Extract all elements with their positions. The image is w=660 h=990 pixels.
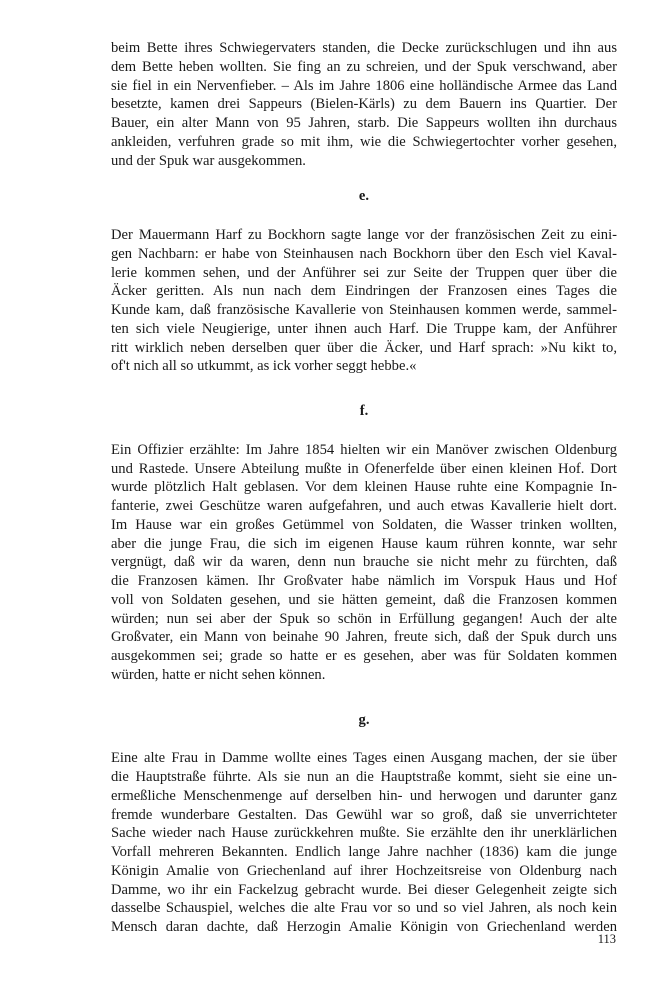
- text-line: Eine alte Frau in Damme wollte eines Tages einen Ausgang machen, der sie über: [111, 750, 617, 767]
- text-line: und Rastede. Unsere Abteilung mußte in Ofenerfelde über einen kleinen Hof. Dort: [111, 460, 617, 477]
- text-line: beim Bette ihres Schwiegervaters standen, die Decke zurückschlugen und ihn aus: [111, 40, 617, 56]
- text-line: vergnügt, daß wir da waren, denn nun brauche sie nicht mehr zu fürchten, daß: [111, 554, 617, 571]
- text-line: dem Bette heben wollten. Sie fing an zu schreien, und der Spuk verschwand, aber: [111, 58, 617, 75]
- page-body: [111, 39, 617, 937]
- text-line: Königin Amalie von Griechenland auf ihrer Hochzeitsreise von Oldenburg nach: [111, 862, 617, 879]
- section-heading-e: e.: [358, 188, 370, 205]
- text-line: fanterie, zwei Geschütze waren aufgefahren, und auch etwas Kavallerie hielt dort.: [111, 498, 617, 514]
- text-line: of't nich all so utkummt, as ick vorher seggt hebbe.«: [111, 358, 417, 375]
- text-line: ritt wirklich neben derselben quer über die Äcker, und Harf sprach: »Nu kikt to,: [111, 339, 617, 356]
- text-line: ankleiden, verfuhren grade so mit ihm, wie die Schwiegertochter vorher gesehen,: [111, 133, 617, 150]
- page-number: 113: [597, 932, 616, 946]
- section-heading-g: g.: [358, 711, 370, 728]
- text-line: voll von Soldaten gesehen, und sie hätten gemeint, daß die Franzosen kommen: [111, 591, 617, 608]
- text-line: Vorfall mehreren Bekannten. Endlich lange Jahre nachher (1836) kam die junge: [111, 844, 617, 860]
- text-line: Äcker geritten. Als nun nach dem Eindringen der Franzosen eines Tages die: [111, 283, 617, 300]
- text-line: Der Mauermann Harf zu Bockhorn sagte lange vor der französischen Zeit zu eini-: [111, 227, 617, 243]
- text-line: würden; nun sei aber der Spuk so schön in Erfüllung gegangen! Auch der alte: [111, 610, 617, 627]
- text-line: fremde wunderbare Gestalten. Das Gewühl war so groß, daß sie unverrichteter: [111, 806, 617, 823]
- section-g-paragraph: [111, 749, 617, 937]
- text-line: wurde plötzlich Halt geblasen. Vor dem kleinen Hause ruhte eine Kompagnie In-: [111, 479, 617, 496]
- text-line: aber die junge Frau, die sich im eigenen Hause kaum rühren konnte, war sehr: [111, 535, 617, 552]
- text-line: lerie kommen sehen, und der Anführer sei zur Seite der Truppen quer über die: [111, 264, 617, 281]
- text-line: ermeßliche Menschenmenge auf derselben hin- und herwogen und darunter ganz: [111, 787, 617, 804]
- text-line: Großvater, ein Mann von beinahe 90 Jahren, freute sich, daß der Spuk durch uns: [111, 629, 617, 646]
- section-f-paragraph: [111, 441, 617, 685]
- text-line: die Franzosen kämen. Ihr Großvater habe nämlich im Vorspuk Haus und Hof: [111, 573, 617, 589]
- text-line: gen Nachbarn: er habe von Steinhausen nach Bockhorn über den Esch viel Kaval-: [111, 245, 617, 262]
- text-line: besetzte, kamen drei Sappeurs (Bielen-Kärls) zu dem Bauern ins Quartier. Der: [111, 96, 617, 113]
- section-heading-f: f.: [359, 403, 369, 419]
- text-line: ten sich viele Neugierige, unter ihnen auch Harf. Die Truppe kam, der Anführer: [111, 320, 617, 337]
- text-line: Sache wieder nach Hause zurückkehren mußte. Sie erzählte den ihr unerklärlichen: [111, 825, 617, 842]
- text-line: Ein Offizier erzählte: Im Jahre 1854 hielten wir ein Manöver zwischen Oldenburg: [111, 441, 617, 458]
- text-line: die Hauptstraße führte. Als sie nun an die Hauptstraße kommt, sieht sie eine un-: [111, 769, 617, 785]
- text-line: ausgekommen sei; grade so hatte er es gesehen, aber was für Soldaten kommen: [111, 648, 617, 664]
- section-e-paragraph: [111, 226, 617, 376]
- text-line: Im Hause war ein großes Getümmel von Soldaten, die Wasser trinken wollten,: [111, 516, 617, 533]
- text-line: Kunde kam, daß französische Kavallerie von Steinhausen kommen werde, sammel-: [111, 302, 617, 318]
- text-line: Mensch daran dachte, daß Herzogin Amalie Königin von Griechenland werden: [111, 919, 617, 935]
- text-line: Damme, wo ihr ein Fackelzug gebracht wurde. Bei dieser Gelegenheit zeigte sich: [111, 881, 617, 898]
- intro-paragraph: [111, 39, 617, 170]
- text-line: dasselbe Schauspiel, welches die alte Frau vor so und so viel Jahren, als noch kein: [111, 900, 617, 917]
- text-line: würden, hatte er nicht sehen können.: [111, 666, 326, 683]
- text-line: sie fiel in ein Nervenfieber. – Als im Jahre 1806 eine holländische Armee das Land: [111, 77, 617, 94]
- text-line: Bauer, ein alter Mann von 95 Jahren, starb. Die Sappeurs wollten ihn durchaus: [111, 115, 617, 131]
- text-line: und der Spuk war ausgekommen.: [111, 152, 306, 169]
